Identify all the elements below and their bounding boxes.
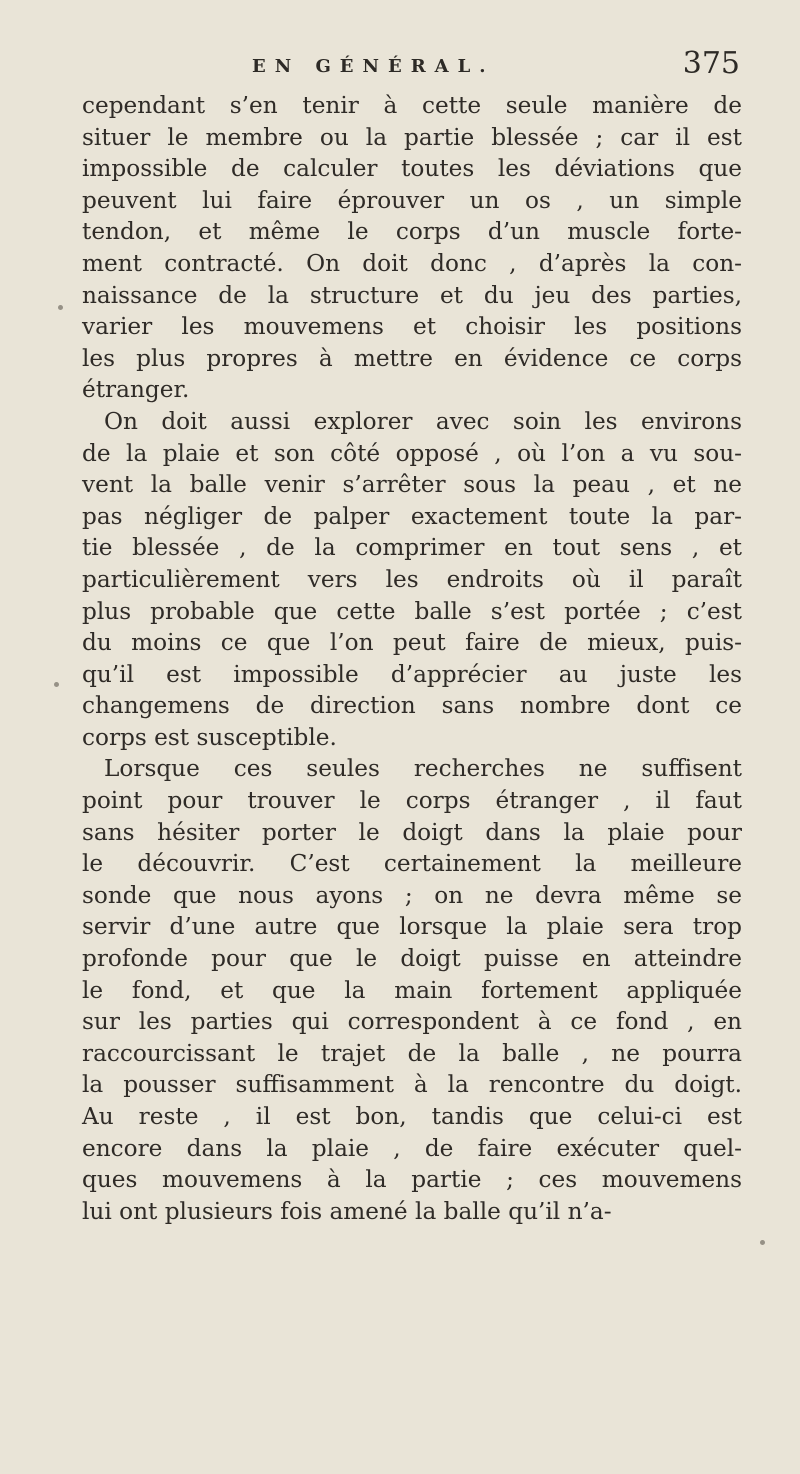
text-line: pas négliger de palper exactement toute la par- [82, 502, 742, 530]
text-line: le fond, et que la main fortement appliquée [82, 976, 742, 1004]
text-line: raccourcissant le trajet de la balle , ne pourra [82, 1039, 742, 1067]
body-text [82, 90, 742, 1227]
running-head: EN GÉNÉRAL. [252, 56, 495, 77]
text-line: varier les mouvemens et choisir les positions [82, 313, 742, 341]
text-line: sur les parties qui correspondent à ce fond , en [82, 1008, 742, 1036]
text-line: la pousser suffisamment à la rencontre du doigt. [82, 1071, 742, 1099]
text-line: plus probable que cette balle s’est portée ; c’est [82, 597, 742, 625]
text-line: du moins ce que l’on peut faire de mieux, puis- [82, 629, 742, 657]
text-line: naissance de la structure et du jeu des parties, [82, 281, 742, 309]
page-header [90, 36, 740, 86]
text-line: étranger. [82, 376, 190, 404]
text-line: cependant s’en tenir à cette seule manière de [82, 92, 742, 119]
text-line: sans hésiter porter le doigt dans la plaie pour [82, 818, 742, 846]
text-line: tie blessée , de la comprimer en tout sens , et [82, 534, 742, 562]
text-line: de la plaie et son côté opposé , où l’on a vu sou- [82, 439, 742, 467]
text-line: sonde que nous ayons ; on ne devra même se [82, 881, 742, 909]
margin-mark [58, 305, 63, 310]
text-line: situer le membre ou la partie blessée ; car il est [82, 123, 742, 151]
text-line: particulièrement vers les endroits où il paraît [82, 565, 742, 593]
text-line: changemens de direction sans nombre dont ce [82, 692, 742, 720]
text-line: Au reste , il est bon, tandis que celui-ci est [82, 1103, 742, 1130]
text-line: lui ont plusieurs fois amené la balle qu’il n’a- [82, 1197, 612, 1225]
text-line: le découvrir. C’est certainement la meilleure [82, 850, 742, 878]
margin-mark [760, 1240, 765, 1245]
margin-mark [54, 682, 59, 687]
text-line: servir d’une autre que lorsque la plaie sera trop [82, 913, 742, 941]
text-line: encore dans la plaie , de faire exécuter quel- [82, 1134, 742, 1162]
text-line: profonde pour que le doigt puisse en atteindre [82, 945, 742, 973]
text-line: vent la balle venir s’arrêter sous la peau , et ne [82, 471, 742, 499]
text-line: peuvent lui faire éprouver un os , un simple [82, 186, 742, 214]
text-line: les plus propres à mettre en évidence ce corps [82, 344, 742, 372]
text-line: point pour trouver le corps étranger , il faut [82, 787, 742, 815]
text-line: Lorsque ces seules recherches ne suffisent [104, 755, 742, 783]
text-line: corps est susceptible. [82, 723, 337, 751]
text-line: impossible de calculer toutes les déviations que [82, 155, 742, 183]
text-line: ment contracté. On doit donc , d’après la con- [82, 249, 742, 277]
text-line: ques mouvemens à la partie ; ces mouvemens [82, 1166, 742, 1194]
text-line: On doit aussi explorer avec soin les environs [104, 407, 742, 435]
text-line: qu’il est impossible d’apprécier au juste les [82, 660, 742, 688]
page-number: 375 [682, 46, 740, 81]
text-line: tendon, et même le corps d’un muscle forte- [82, 218, 742, 246]
